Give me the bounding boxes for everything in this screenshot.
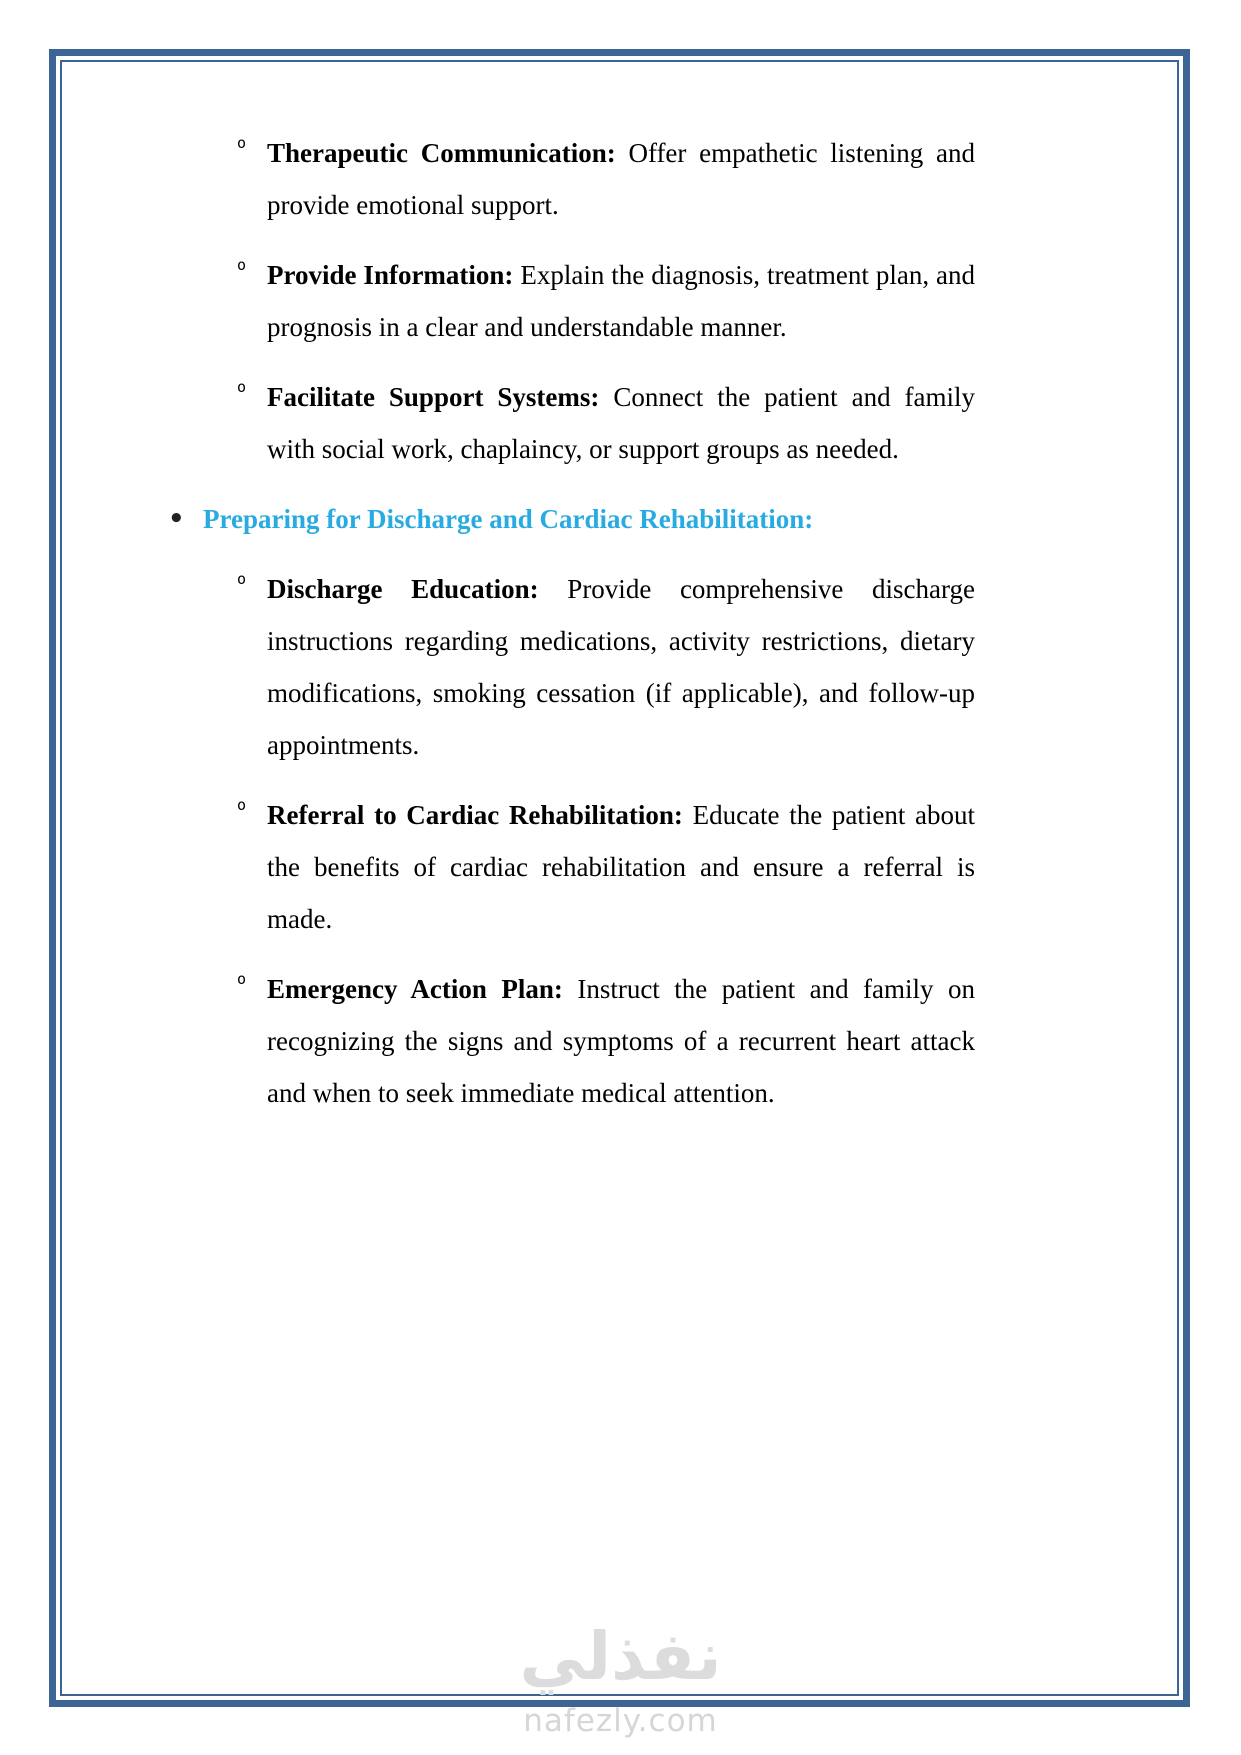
list-item-lead: Therapeutic Communication: [267, 138, 616, 168]
watermark-site-text: nafezly.com [523, 1703, 718, 1739]
circle-bullet-icon: o [237, 134, 247, 152]
watermark-logo: نفذلي [519, 1618, 722, 1695]
circle-bullet-icon: o [237, 256, 247, 274]
list-item [237, 249, 976, 353]
circle-bullet-icon: o [237, 796, 247, 814]
list-item-lead: Facilitate Support Systems: [267, 382, 600, 412]
list-item-lead: Provide Information: [267, 260, 514, 290]
list-item [237, 371, 975, 475]
section-heading [168, 493, 993, 545]
list-item-text: Offer empathetic listening and provide emotional support. [267, 138, 976, 220]
list-item [237, 789, 975, 945]
dot-bullet-icon: • [168, 504, 185, 534]
circle-bullet-icon: o [237, 970, 247, 988]
list-item-text: Provide comprehensive discharge instructions regarding medications, activity restrictions, dietary modifications, smoking cessation (if applicable), and follow-up appointments. [267, 574, 975, 760]
document-body [63, 63, 1177, 1137]
list-item [237, 127, 976, 231]
list-item-text: Connect the patient and family with social work, chaplaincy, or support groups as needed. [267, 382, 975, 464]
list-item-text: Educate the patient about the benefits of cardiac rehabilitation and ensure a referral is made. [267, 800, 975, 934]
list-item [237, 563, 975, 771]
circle-bullet-icon: o [237, 570, 247, 588]
list-item-lead: Discharge Education: [267, 574, 539, 604]
list-item [237, 963, 975, 1119]
list-item-lead: Emergency Action Plan: [267, 974, 563, 1004]
list-item-text: Explain the diagnosis, treatment plan, and prognosis in a clear and understandable manner. [267, 260, 976, 342]
list-item-text: Instruct the patient and family on recognizing the signs and symptoms of a recurrent heart attack and when to seek immediate medical attention. [267, 974, 975, 1108]
section-heading-label: Preparing for Discharge and Cardiac Rehabilitation: [203, 504, 814, 534]
list-item-lead: Referral to Cardiac Rehabilitation: [267, 800, 683, 830]
circle-bullet-icon: o [237, 378, 247, 396]
